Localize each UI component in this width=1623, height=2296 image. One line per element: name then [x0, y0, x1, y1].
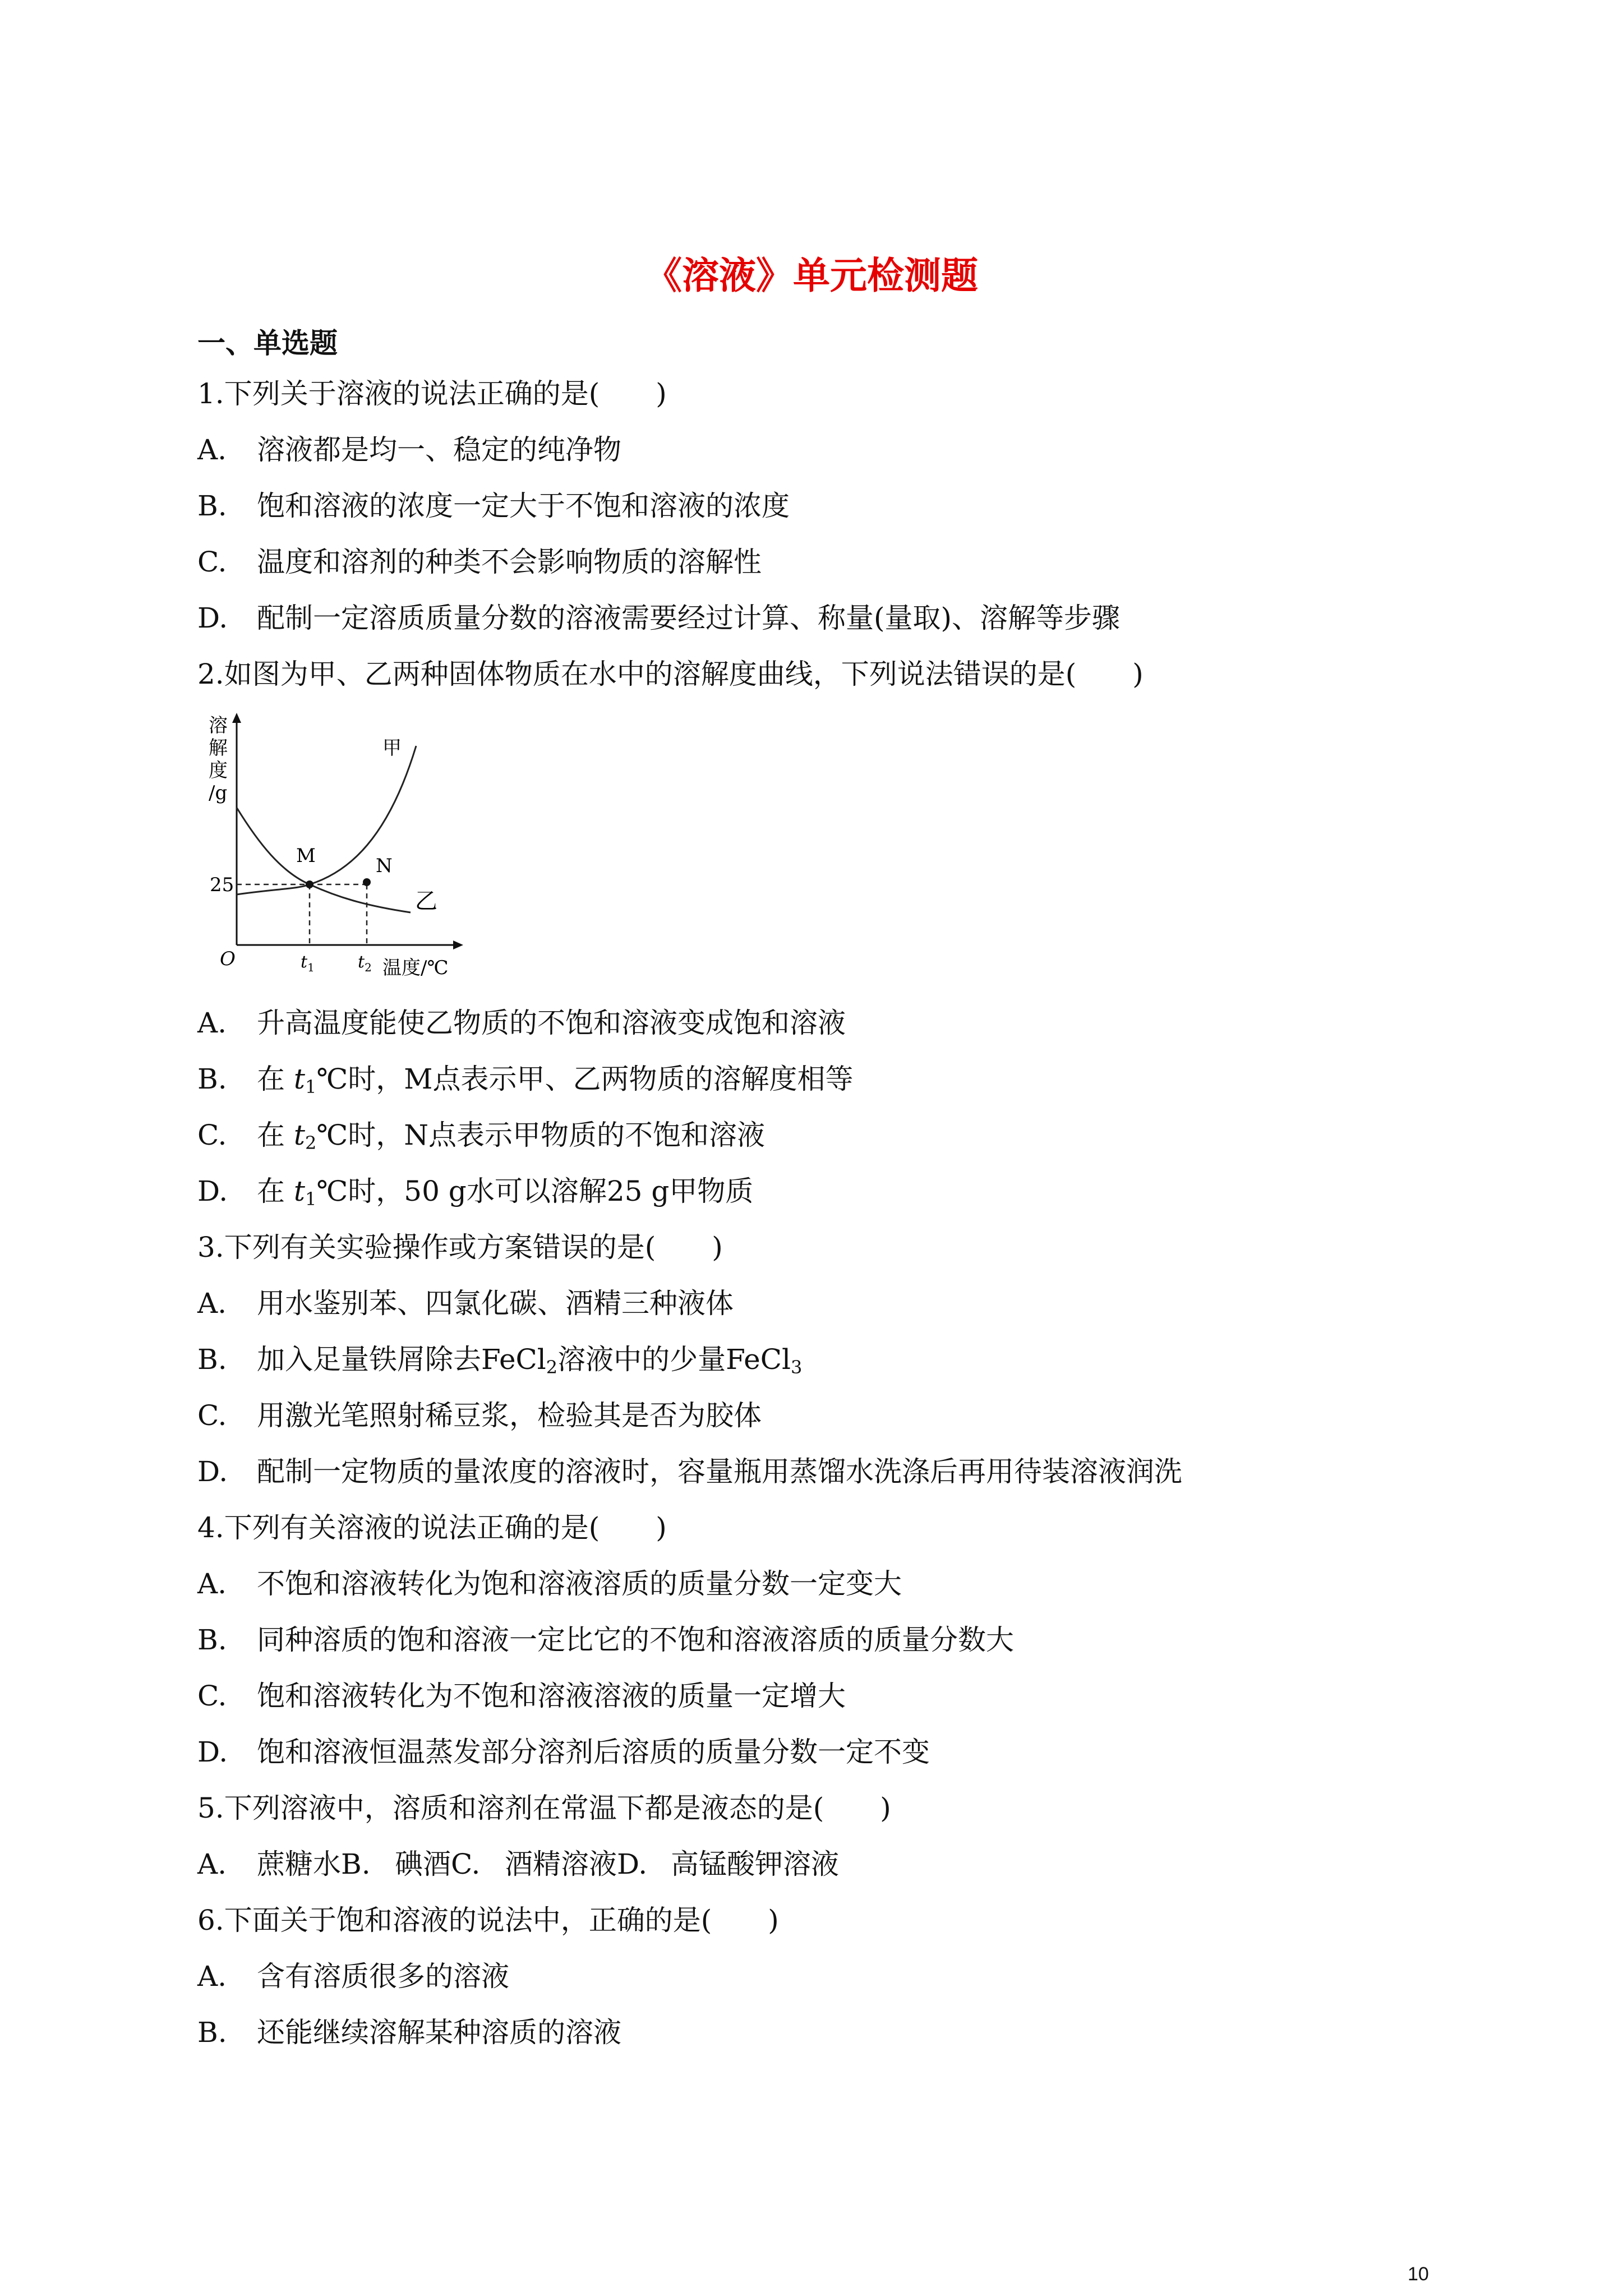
- option-text: 在: [257, 1175, 294, 1207]
- option-row: [197, 433, 621, 467]
- option-text: 在: [257, 1119, 294, 1151]
- y-tick-label: 25: [210, 874, 234, 896]
- option-label: C.: [197, 1399, 227, 1432]
- point-n-label: N: [376, 855, 393, 877]
- option-label: D.: [197, 602, 228, 634]
- y-axis-label: /g: [209, 782, 228, 804]
- subscript: 2: [546, 1357, 558, 1378]
- option-text: 配制一定溶质质量分数的溶液需要经过计算、称量(量取)、溶解等步骤: [257, 602, 1121, 634]
- option-row: [197, 1062, 854, 1104]
- option-row: [197, 1960, 509, 1993]
- option-row: [197, 489, 790, 523]
- option-label: B.: [197, 490, 227, 522]
- question-stem: 1.下列关于溶液的说法正确的是( ): [197, 377, 667, 410]
- option-label: D.: [197, 1455, 228, 1488]
- option-text: ℃时，M点表示甲、乙两物质的溶解度相等: [316, 1063, 854, 1095]
- option-row: [197, 1118, 765, 1160]
- option-label: B.: [197, 1343, 227, 1376]
- option-text: 不饱和溶液转化为饱和溶液溶质的质量分数一定变大: [257, 1567, 902, 1600]
- option-label: A.: [197, 1567, 227, 1600]
- x-tick-label: $t_1$: [301, 952, 315, 974]
- option-label: A.: [197, 1960, 227, 1993]
- option-row: [197, 1623, 1014, 1657]
- option-text: 含有溶质很多的溶液: [257, 1960, 509, 1993]
- option-text: 在: [257, 1063, 294, 1095]
- variable: t: [293, 1063, 305, 1095]
- option-text: 碘酒: [395, 1848, 451, 1880]
- option-row: [197, 1679, 846, 1713]
- option-text: 溶液都是均一、稳定的纯净物: [257, 434, 621, 466]
- option-text: ℃时，50 g水可以溶解25 g甲物质: [316, 1175, 754, 1207]
- option-text: 配制一定物质的量浓度的溶液时，容量瓶用蒸馏水洗涤后再用待装溶液润洗: [257, 1455, 1182, 1488]
- option-label: C.: [197, 1680, 227, 1712]
- option-text: 用水鉴别苯、四氯化碳、酒精三种液体: [257, 1287, 734, 1320]
- option-row-inline: [197, 1847, 839, 1881]
- section-heading: 一、单选题: [197, 327, 338, 359]
- subscript: 3: [790, 1357, 803, 1378]
- option-label: D.: [197, 1736, 228, 1768]
- option-label: B.: [341, 1848, 371, 1880]
- x-tick-label: $t_2$: [358, 952, 372, 974]
- y-axis-label: 度: [209, 759, 228, 782]
- option-text: 加入足量铁屑除去FeCl: [257, 1343, 546, 1376]
- x-axis-arrow: [453, 940, 463, 949]
- solubility-curve-figure: [197, 709, 467, 990]
- question-stem: 6.下面关于饱和溶液的说法中，正确的是( ): [197, 1904, 779, 1937]
- option-row: [197, 1735, 930, 1769]
- option-text: 溶液中的少量FeCl: [557, 1343, 791, 1376]
- option-row: [197, 2016, 621, 2049]
- point-n: [363, 878, 371, 886]
- variable: t: [293, 1175, 305, 1207]
- option-label: A.: [197, 434, 227, 466]
- option-text: 同种溶质的饱和溶液一定比它的不饱和溶液溶质的质量分数大: [257, 1624, 1014, 1656]
- x-axis-label: 温度/℃: [382, 957, 449, 979]
- question-stem: 4.下列有关溶液的说法正确的是( ): [197, 1511, 667, 1544]
- option-text: 酒精溶液: [505, 1848, 617, 1880]
- option-label: D.: [617, 1848, 648, 1880]
- option-label: B.: [197, 1063, 227, 1095]
- page-title: 《溶液》单元检测题: [645, 254, 978, 297]
- option-text: 高锰酸钾溶液: [671, 1848, 839, 1880]
- option-label: C.: [451, 1848, 481, 1880]
- option-row: [197, 1567, 902, 1601]
- y-axis-label: 溶: [209, 714, 228, 737]
- curve-jia-label: 甲: [382, 737, 402, 759]
- variable: t: [293, 1119, 305, 1151]
- option-text: 用激光笔照射稀豆浆，检验其是否为胶体: [257, 1399, 762, 1432]
- option-text: 还能继续溶解某种溶质的溶液: [257, 2016, 621, 2049]
- option-label: B.: [197, 1624, 227, 1656]
- point-m-label: M: [296, 845, 316, 867]
- question-stem: 2.如图为甲、乙两种固体物质在水中的溶解度曲线，下列说法错误的是( ): [197, 658, 1144, 690]
- y-axis-label: 解: [209, 737, 228, 759]
- option-text: 饱和溶液的浓度一定大于不饱和溶液的浓度: [257, 490, 790, 522]
- option-label: D.: [197, 1175, 228, 1207]
- option-row: [197, 545, 762, 579]
- option-text: 饱和溶液恒温蒸发部分溶剂后溶质的质量分数一定不变: [257, 1736, 930, 1768]
- option-row: [197, 1343, 802, 1384]
- option-label: A.: [197, 1007, 227, 1039]
- subscript: 1: [305, 1188, 317, 1210]
- y-axis-arrow: [232, 713, 241, 723]
- option-label: C.: [197, 1119, 227, 1151]
- option-text: 饱和溶液转化为不饱和溶液溶液的质量一定增大: [257, 1680, 846, 1712]
- option-row: [197, 1174, 753, 1216]
- option-text: 温度和溶剂的种类不会影响物质的溶解性: [257, 546, 762, 578]
- question-stem: 3.下列有关实验操作或方案错误的是( ): [197, 1231, 723, 1264]
- option-text: 蔗糖水: [257, 1848, 341, 1880]
- origin-label: O: [220, 948, 236, 970]
- option-text: ℃时，N点表示甲物质的不饱和溶液: [316, 1119, 766, 1151]
- point-m: [306, 880, 313, 888]
- subscript: 1: [305, 1076, 317, 1098]
- option-label: A.: [197, 1287, 227, 1320]
- question-stem: 5.下列溶液中，溶质和溶剂在常温下都是液态的是( ): [197, 1792, 891, 1824]
- option-row: [197, 601, 1120, 635]
- subscript: 2: [305, 1132, 317, 1154]
- option-row: [197, 1287, 734, 1320]
- option-row: [197, 1006, 846, 1040]
- option-text: 升高温度能使乙物质的不饱和溶液变成饱和溶液: [257, 1007, 846, 1039]
- curve-yi-label: 乙: [415, 888, 437, 914]
- page-number: 10: [1408, 2263, 1429, 2285]
- option-label: B.: [197, 2016, 227, 2049]
- option-label: C.: [197, 546, 227, 578]
- option-row: [197, 1399, 762, 1432]
- option-label: A.: [197, 1848, 227, 1880]
- option-row: [197, 1455, 1182, 1488]
